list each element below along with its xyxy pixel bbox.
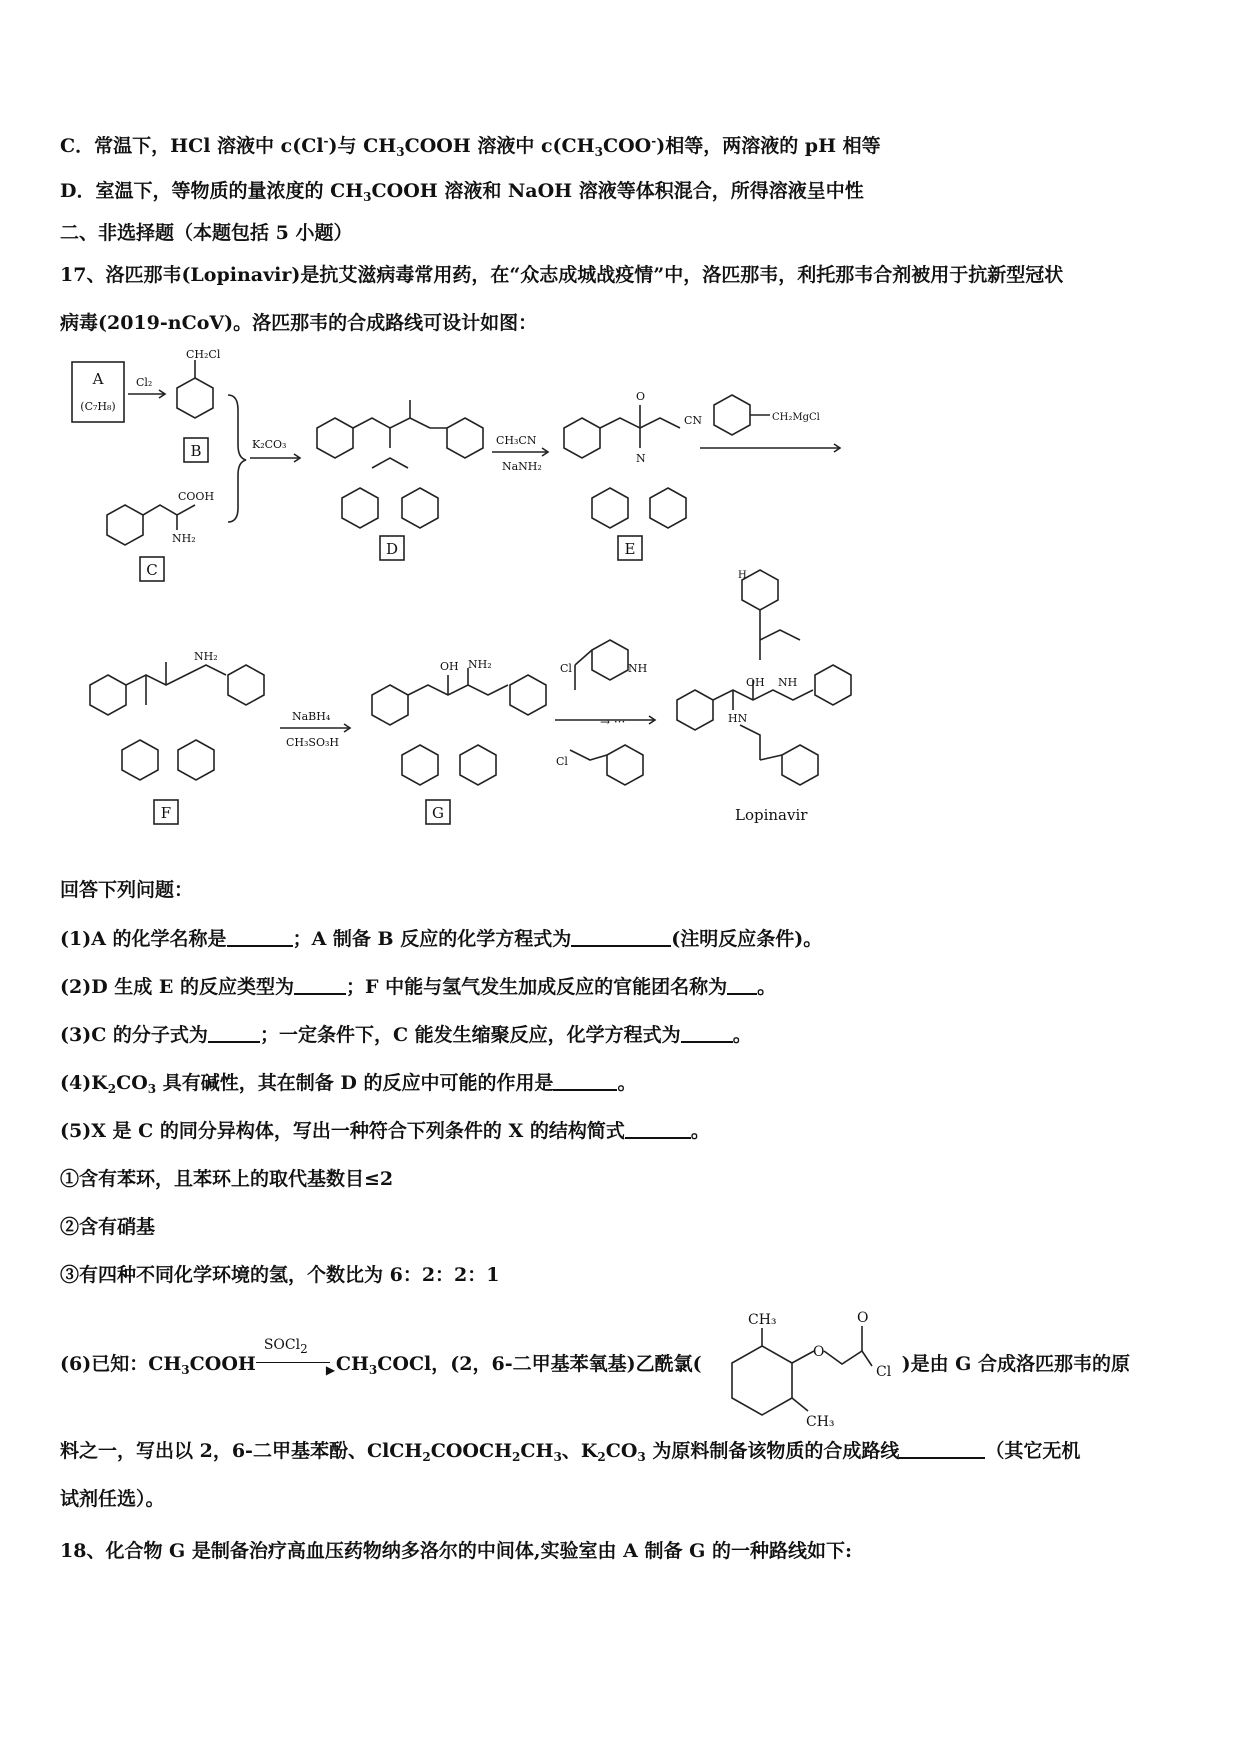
label-ch3-bottom: CH₃ [806, 1414, 835, 1430]
reagent-k2co3: K₂CO₃ [252, 438, 287, 451]
label-c: C [146, 561, 158, 579]
label-cn: CN [684, 414, 703, 427]
reagent-ch3cn: CH₃CN [496, 434, 537, 447]
part-6-end: 试剂任选）。 [60, 1488, 165, 1510]
label-lop-oh: OH [746, 676, 765, 689]
benzene-c [107, 505, 143, 545]
label-nh2: NH₂ [172, 532, 196, 545]
label-g-oh: OH [440, 660, 459, 673]
reagent-ch2mgcl: CH₂MgCl [772, 412, 820, 423]
label-reagent2-cl: Cl [556, 755, 568, 768]
label-reagent-nh: NH [628, 662, 648, 675]
label-b: B [190, 442, 202, 460]
part-5: (5)X 是 C 的同分异构体，写出一种符合下列条件的 X 的结构简式 。 [60, 1120, 710, 1142]
condition-2: ②含有硝基 [60, 1216, 156, 1238]
label-f: F [160, 804, 172, 822]
part-6-cont: 料之一，写出以 2，6-二甲基苯酚、$ClCH_2COOCH_2CH_3$、$K_2CO_3$ 为原料制备该物质的合成路线 （其它无机 [60, 1440, 1081, 1464]
section-heading: 二、非选择题（本题包括 5 小题） [60, 222, 353, 244]
label-dots: → ··· [600, 715, 626, 729]
option-d: D．室温下，等物质的量浓度的 $CH_3COOH$ 溶液和 NaOH 溶液等体积混合，所得溶液呈中性 [60, 180, 864, 204]
label-n: N [636, 452, 646, 465]
reagent-nanh2: NaNH₂ [502, 460, 542, 473]
label-o: O [636, 390, 646, 403]
label-g-nh2: NH₂ [468, 658, 492, 671]
answer-heading: 回答下列问题： [60, 879, 194, 901]
condition-1: ①含有苯环，且苯环上的取代基数目≤2 [60, 1168, 394, 1190]
label-lop-nh: NH [778, 676, 798, 689]
label-reagent-cl: Cl [560, 662, 572, 675]
soc12-arrow: SOCl2 ▶ [256, 1350, 336, 1370]
label-cooh: COOH [178, 490, 215, 503]
label-a-formula: (C₇H₈) [80, 400, 116, 413]
label-cl: Cl [876, 1364, 892, 1380]
acyl-chloride-structure [712, 1306, 932, 1430]
part-1: (1)A 的化学名称是 ；A 制备 B 反应的化学方程式为 (注明反应条件)。 [60, 928, 823, 950]
label-a: A [92, 370, 104, 388]
reagent-ch3so3h: CH₃SO₃H [286, 736, 339, 749]
label-lopinavir: Lopinavir [735, 806, 808, 824]
label-ether-o: O [813, 1344, 825, 1360]
label-g: G [432, 804, 444, 822]
reagent-nabh4: NaBH₄ [292, 710, 331, 723]
label-carbonyl-o: O [857, 1310, 869, 1326]
label-lop-h: H [738, 570, 747, 581]
label-lop-hn: HN [728, 712, 748, 725]
reagent-cl2: Cl₂ [136, 376, 153, 389]
option-c: C．常温下，HCl 溶液中 c(Cl-)与 $CH_3COOH$ 溶液中 $c(CH_3COO^-)$相等，两溶液的 pH 相等 [60, 134, 881, 159]
label-e: E [624, 540, 636, 558]
part-2: (2)D 生成 E 的反应类型为 ；F 中能与氢气发生加成反应的官能团名称为 。 [60, 976, 777, 998]
part-6: (6)已知：$CH_3COOH$ SOCl2 ▶ $CH_3COCl$，(2，6-二甲基苯氧基)乙酰氯( )是由 G 合成洛匹那韦的原 [60, 1337, 1131, 1377]
label-ch2cl: CH₂Cl [186, 348, 221, 361]
label-d: D [385, 540, 399, 558]
part-3: (3)C 的分子式为 ；一定条件下，C 能发生缩聚反应，化学方程式为 。 [60, 1024, 752, 1046]
q17-line2: 病毒(2019-nCoV)。洛匹那韦的合成路线可设计如图： [60, 312, 538, 334]
q17-line1: 17、洛匹那韦(Lopinavir)是抗艾滋病毒常用药，在“众志成城战疫情”中，洛匹那韦，利托那韦合剂被用于抗新型冠状 [60, 264, 1064, 286]
condition-3: ③有四种不同化学环境的氢，个数比为 6：2：2：1 [60, 1264, 500, 1286]
q18: 18、化合物 G 是制备治疗高血压药物纳多洛尔的中间体,实验室由 A 制备 G 的一种路线如下: [60, 1540, 852, 1562]
label-ch3-top: CH₃ [748, 1312, 777, 1328]
benzene-b [177, 378, 213, 418]
label-f-nh2: NH₂ [194, 650, 218, 663]
part-4: $(4)K_2CO_3$ 具有碱性，其在制备 D 的反应中可能的作用是 。 [60, 1072, 637, 1096]
